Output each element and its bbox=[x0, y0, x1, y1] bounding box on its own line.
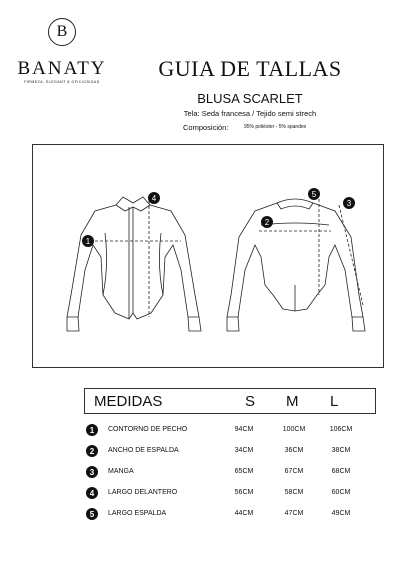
back-view bbox=[227, 199, 365, 331]
row-number-badge: 4 bbox=[86, 487, 98, 499]
value-s: 34CM bbox=[234, 447, 254, 454]
row-label: CONTORNO DE PECHO bbox=[108, 426, 188, 433]
table-row bbox=[86, 487, 376, 503]
col-size-m: M bbox=[286, 393, 299, 410]
value-s: 65CM bbox=[234, 468, 254, 475]
value-m: 36CM bbox=[284, 447, 304, 454]
row-number-badge: 2 bbox=[86, 445, 98, 457]
value-l: 38CM bbox=[331, 447, 351, 454]
composition-value: 95% poliéster - 5% spandex bbox=[244, 124, 307, 130]
value-l: 49CM bbox=[331, 510, 351, 517]
page-title: GUIA DE TALLAS bbox=[158, 56, 342, 81]
marker-3-label: 3 bbox=[346, 199, 352, 208]
garment-drawing-frame bbox=[32, 144, 384, 368]
table-row bbox=[86, 508, 376, 524]
front-view bbox=[67, 197, 201, 331]
table-row bbox=[86, 424, 376, 440]
value-l: 68CM bbox=[331, 468, 351, 475]
value-m: 58CM bbox=[284, 489, 304, 496]
value-l: 60CM bbox=[331, 489, 351, 496]
table-row bbox=[86, 445, 376, 461]
row-label: ANCHO DE ESPALDA bbox=[108, 447, 179, 454]
row-number-badge: 5 bbox=[86, 508, 98, 520]
value-l: 106CM bbox=[329, 426, 353, 433]
row-number-badge: 3 bbox=[86, 466, 98, 478]
value-s: 44CM bbox=[234, 510, 254, 517]
marker-5-label: 5 bbox=[311, 190, 317, 199]
garment-drawing bbox=[33, 145, 385, 369]
col-size-l: L bbox=[330, 393, 339, 410]
row-number-badge: 1 bbox=[86, 424, 98, 436]
row-label: MANGA bbox=[108, 468, 134, 475]
composition-label: Composición: bbox=[183, 123, 229, 132]
marker-1-label: 1 bbox=[85, 237, 91, 246]
value-m: 67CM bbox=[284, 468, 304, 475]
product-name: BLUSA SCARLET bbox=[197, 91, 303, 106]
marker-4-label: 4 bbox=[151, 194, 157, 203]
brand-tagline: FIRMEZA, ELEGANT & OFICIOSIDAD bbox=[24, 80, 100, 84]
brand-name: BANATY bbox=[17, 58, 107, 79]
fabric-info: Tela: Seda francesa / Tejido semi strech bbox=[183, 109, 317, 118]
brand-mark-letter: B bbox=[56, 23, 68, 40]
row-label: LARGO DELANTERO bbox=[108, 489, 178, 496]
row-label: LARGO ESPALDA bbox=[108, 510, 167, 517]
col-measures: MEDIDAS bbox=[94, 393, 163, 410]
col-size-s: S bbox=[245, 393, 256, 410]
brand-logo-mark bbox=[48, 18, 76, 46]
value-s: 94CM bbox=[234, 426, 254, 433]
value-m: 47CM bbox=[284, 510, 304, 517]
table-row bbox=[86, 466, 376, 482]
marker-2-label: 2 bbox=[264, 218, 270, 227]
value-s: 56CM bbox=[234, 489, 254, 496]
value-m: 100CM bbox=[282, 426, 306, 433]
